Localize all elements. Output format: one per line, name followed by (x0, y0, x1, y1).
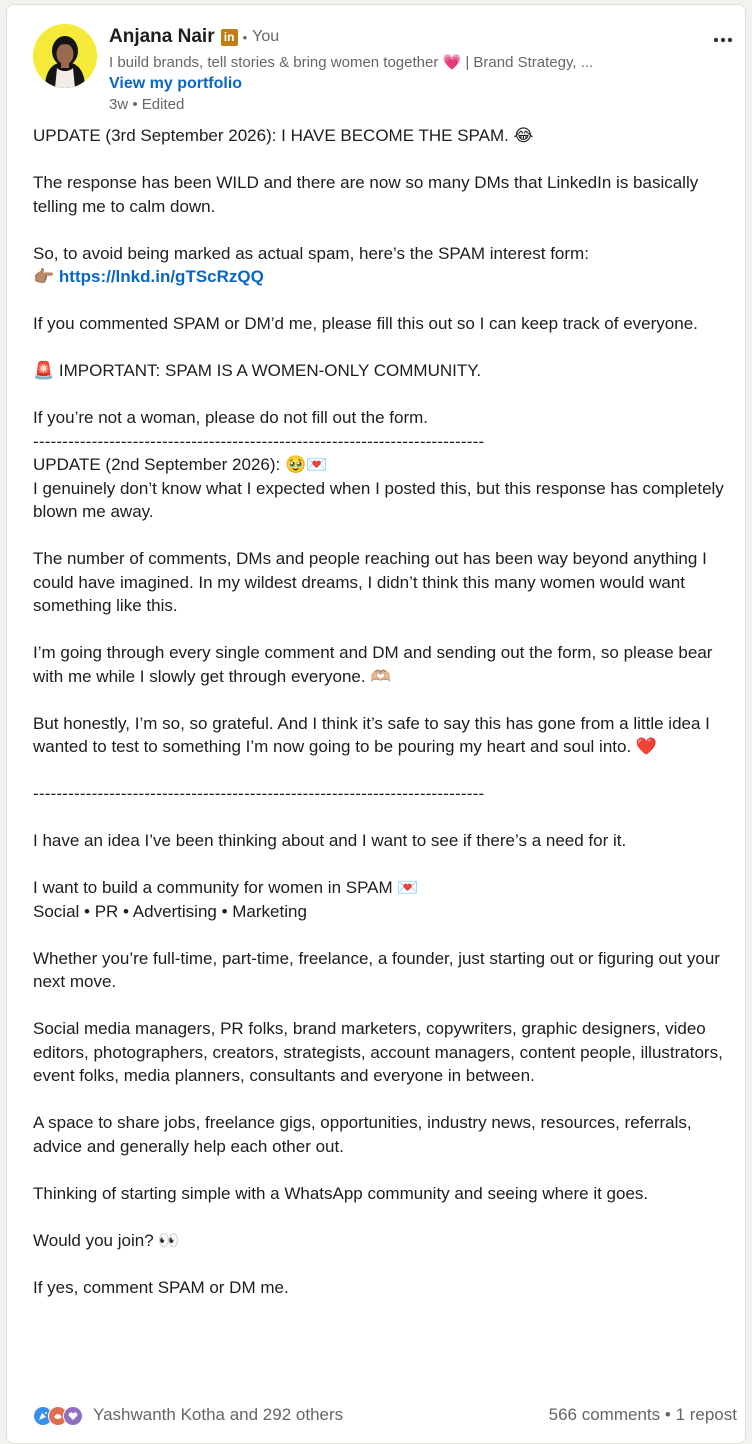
paragraph: I’m going through every single comment and DM and sending out the form, so please bear with me while I slowly get through everyone. 🫶🏼 (33, 643, 713, 686)
paragraph: If you’re not a woman, please do not fill out the form. (33, 408, 428, 427)
paragraph: Would you join? 👀 (33, 1230, 180, 1250)
paragraph: Social • PR • Advertising • Marketing (33, 901, 307, 921)
love-icon (63, 1406, 83, 1426)
view-portfolio-link[interactable]: View my portfolio (109, 75, 243, 92)
post-timestamp (109, 94, 709, 116)
author-headline: I build brands, tell stories & bring women together 💗 | Brand Strategy, ... (109, 54, 594, 71)
avatar[interactable] (33, 24, 97, 88)
reactions-count[interactable]: Yashwanth Kotha and 292 others (93, 1405, 344, 1424)
paragraph: I genuinely don’t know what I expected when I posted this, but this response has completely blown me away. (33, 478, 724, 521)
post-header (33, 22, 739, 118)
pointing-hand-icon: 👉🏽 (33, 267, 55, 286)
post-card (6, 4, 746, 1444)
paragraph: I have an idea I’ve been thinking about and I want to see if there’s a need for it. (33, 831, 627, 850)
paragraph: The response has been WILD and there are now so many DMs that LinkedIn is basically telling me to calm down. (33, 173, 699, 216)
divider-line: ----------------------------------------------------------------------------- (33, 784, 485, 803)
profile-photo-icon (33, 24, 97, 88)
social-counts-bar (33, 1402, 737, 1430)
author-name[interactable]: Anjana Nair (109, 26, 215, 47)
important-notice: 🚨 IMPORTANT: SPAM IS A WOMEN-ONLY COMMUNITY. (33, 361, 482, 380)
paragraph: Social media managers, PR folks, brand marketers, copywriters, graphic designers, video editors, photographers, creators, strategists, account managers, content people, illustrators, event folks, media planners, consultants and everyone in between. (33, 1019, 723, 1085)
more-options-button[interactable] (707, 24, 739, 56)
post-body (33, 124, 745, 1299)
linkedin-premium-badge-icon: in (221, 29, 238, 46)
update-2nd-title: UPDATE (2nd September 2026): 🥹💌 (33, 455, 328, 474)
author-name-row (109, 22, 709, 52)
paragraph: The number of comments, DMs and people reaching out has been way beyond anything I could have imagined. In my wildest dreams, I didn’t think this many women would want something like this. (33, 549, 707, 615)
ellipsis-icon (713, 37, 733, 43)
paragraph: If you commented SPAM or DM’d me, please fill this out so I can keep track of everyone. (33, 314, 698, 333)
paragraph: Thinking of starting simple with a WhatsApp community and seeing where it goes. (33, 1183, 649, 1203)
reaction-icons[interactable] (33, 1405, 78, 1427)
post-age: 3w (109, 96, 129, 113)
update-3rd-title: UPDATE (3rd September 2026): I HAVE BECOME THE SPAM. 😂 (33, 126, 534, 145)
separator-dot: • (664, 1405, 676, 1424)
paragraph: So, to avoid being marked as actual spam, here’s the SPAM interest form: (33, 243, 589, 263)
paragraph: But honestly, I’m so, so grateful. And I think it’s safe to say this has gone from a little idea I wanted to test to something I’m now going to be pouring my heart and soul into. ❤️ (33, 713, 710, 756)
reposts-count[interactable]: 1 repost (675, 1405, 737, 1424)
divider-line: ----------------------------------------------------------------------------- (33, 431, 485, 451)
paragraph: I want to build a community for women in SPAM 💌 (33, 878, 419, 897)
form-link-line (33, 265, 745, 289)
comments-count[interactable]: 566 comments (548, 1405, 661, 1424)
author-meta (109, 22, 709, 116)
paragraph: A space to share jobs, freelance gigs, opportunities, industry news, resources, referrals, advice and generally help each other out. (33, 1113, 692, 1156)
paragraph: If yes, comment SPAM or DM me. (33, 1277, 289, 1297)
paragraph: Whether you’re full-time, part-time, freelance, a founder, just starting out or figuring out your next move. (33, 948, 720, 991)
engagement-stats (549, 1405, 737, 1425)
separator-dot: • (242, 29, 248, 45)
separator-dot: • (132, 96, 142, 113)
connection-degree: You (252, 28, 280, 45)
spam-interest-form-link[interactable]: https://lnkd.in/gTScRzQQ (58, 267, 264, 286)
edited-label: Edited (141, 96, 185, 113)
